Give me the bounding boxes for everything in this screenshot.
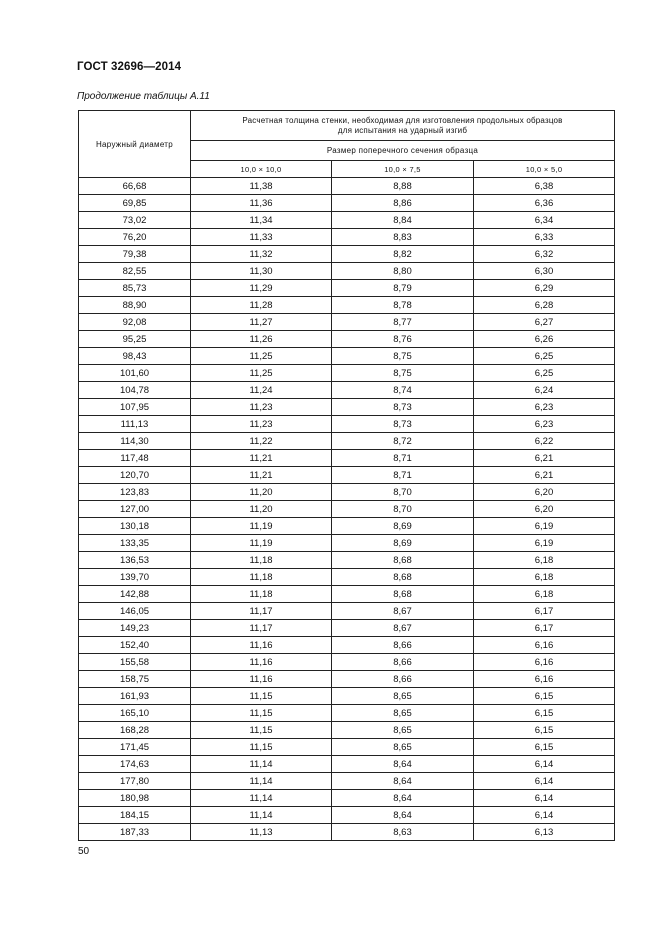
table-row (79, 705, 615, 722)
table-row (79, 603, 615, 620)
table-caption: Продолжение таблицы А.11 (77, 91, 210, 102)
thickness-10x7-5-cell: 8,69 (332, 518, 474, 535)
table-row (79, 790, 615, 807)
table-row (79, 450, 615, 467)
thickness-10x5-cell: 6,15 (474, 705, 615, 722)
thickness-10x10-cell: 11,16 (191, 654, 332, 671)
thickness-10x7-5-cell: 8,72 (332, 433, 474, 450)
thickness-10x10-cell: 11,20 (191, 484, 332, 501)
thickness-10x10-cell: 11,21 (191, 450, 332, 467)
outer-diameter-cell: 180,98 (79, 790, 191, 807)
thickness-10x5-cell: 6,21 (474, 467, 615, 484)
outer-diameter-cell: 76,20 (79, 229, 191, 246)
outer-diameter-cell: 111,13 (79, 416, 191, 433)
table-row (79, 671, 615, 688)
outer-diameter-cell: 73,02 (79, 212, 191, 229)
thickness-10x7-5-cell: 8,73 (332, 416, 474, 433)
thickness-10x5-cell: 6,16 (474, 671, 615, 688)
outer-diameter-cell: 107,95 (79, 399, 191, 416)
header-specimen-cross-section: Размер поперечного сечения образца (191, 141, 615, 161)
thickness-10x5-cell: 6,15 (474, 722, 615, 739)
thickness-10x7-5-cell: 8,64 (332, 773, 474, 790)
thickness-10x5-cell: 6,25 (474, 365, 615, 382)
thickness-10x7-5-cell: 8,69 (332, 535, 474, 552)
table-row (79, 688, 615, 705)
thickness-10x5-cell: 6,19 (474, 518, 615, 535)
thickness-10x10-cell: 11,25 (191, 348, 332, 365)
outer-diameter-cell: 146,05 (79, 603, 191, 620)
table-row (79, 467, 615, 484)
thickness-10x7-5-cell: 8,64 (332, 790, 474, 807)
thickness-10x10-cell: 11,38 (191, 178, 332, 195)
thickness-10x7-5-cell: 8,63 (332, 824, 474, 841)
wall-thickness-table (78, 110, 615, 841)
thickness-10x10-cell: 11,20 (191, 501, 332, 518)
thickness-10x5-cell: 6,23 (474, 416, 615, 433)
thickness-10x7-5-cell: 8,73 (332, 399, 474, 416)
thickness-10x10-cell: 11,33 (191, 229, 332, 246)
header-size-10x10: 10,0 × 10,0 (191, 161, 332, 178)
outer-diameter-cell: 155,58 (79, 654, 191, 671)
thickness-10x10-cell: 11,14 (191, 756, 332, 773)
thickness-10x10-cell: 11,17 (191, 620, 332, 637)
thickness-10x5-cell: 6,33 (474, 229, 615, 246)
outer-diameter-cell: 69,85 (79, 195, 191, 212)
outer-diameter-cell: 149,23 (79, 620, 191, 637)
thickness-10x7-5-cell: 8,71 (332, 450, 474, 467)
thickness-10x7-5-cell: 8,77 (332, 314, 474, 331)
thickness-10x7-5-cell: 8,67 (332, 620, 474, 637)
outer-diameter-cell: 98,43 (79, 348, 191, 365)
document-standard-header: ГОСТ 32696—2014 (77, 61, 182, 73)
thickness-10x7-5-cell: 8,67 (332, 603, 474, 620)
table-row (79, 263, 615, 280)
thickness-10x5-cell: 6,14 (474, 790, 615, 807)
thickness-10x10-cell: 11,26 (191, 331, 332, 348)
thickness-10x5-cell: 6,36 (474, 195, 615, 212)
thickness-10x5-cell: 6,29 (474, 280, 615, 297)
thickness-10x5-cell: 6,20 (474, 484, 615, 501)
thickness-10x5-cell: 6,18 (474, 569, 615, 586)
outer-diameter-cell: 139,70 (79, 569, 191, 586)
thickness-10x7-5-cell: 8,84 (332, 212, 474, 229)
table-row (79, 280, 615, 297)
thickness-10x5-cell: 6,30 (474, 263, 615, 280)
thickness-10x10-cell: 11,15 (191, 705, 332, 722)
outer-diameter-cell: 184,15 (79, 807, 191, 824)
outer-diameter-cell: 177,80 (79, 773, 191, 790)
thickness-10x10-cell: 11,28 (191, 297, 332, 314)
thickness-10x10-cell: 11,23 (191, 416, 332, 433)
outer-diameter-cell: 88,90 (79, 297, 191, 314)
thickness-10x7-5-cell: 8,66 (332, 671, 474, 688)
table-row (79, 756, 615, 773)
thickness-10x7-5-cell: 8,68 (332, 586, 474, 603)
thickness-10x10-cell: 11,13 (191, 824, 332, 841)
thickness-10x10-cell: 11,29 (191, 280, 332, 297)
table-row (79, 178, 615, 195)
thickness-10x5-cell: 6,21 (474, 450, 615, 467)
thickness-10x5-cell: 6,16 (474, 637, 615, 654)
outer-diameter-cell: 85,73 (79, 280, 191, 297)
table-row (79, 807, 615, 824)
table-row (79, 654, 615, 671)
thickness-10x7-5-cell: 8,78 (332, 297, 474, 314)
thickness-10x7-5-cell: 8,88 (332, 178, 474, 195)
outer-diameter-cell: 104,78 (79, 382, 191, 399)
outer-diameter-cell: 120,70 (79, 467, 191, 484)
thickness-10x10-cell: 11,25 (191, 365, 332, 382)
thickness-10x7-5-cell: 8,65 (332, 705, 474, 722)
thickness-10x7-5-cell: 8,75 (332, 365, 474, 382)
thickness-10x10-cell: 11,24 (191, 382, 332, 399)
thickness-10x10-cell: 11,16 (191, 671, 332, 688)
table-row (79, 297, 615, 314)
thickness-10x10-cell: 11,23 (191, 399, 332, 416)
thickness-10x7-5-cell: 8,86 (332, 195, 474, 212)
thickness-10x7-5-cell: 8,76 (332, 331, 474, 348)
thickness-10x5-cell: 6,26 (474, 331, 615, 348)
thickness-10x7-5-cell: 8,68 (332, 552, 474, 569)
table-row (79, 535, 615, 552)
outer-diameter-cell: 117,48 (79, 450, 191, 467)
table-row (79, 195, 615, 212)
table-row (79, 552, 615, 569)
thickness-10x5-cell: 6,14 (474, 807, 615, 824)
table-head (79, 111, 615, 178)
thickness-10x10-cell: 11,18 (191, 586, 332, 603)
thickness-10x10-cell: 11,19 (191, 518, 332, 535)
thickness-10x10-cell: 11,34 (191, 212, 332, 229)
thickness-10x5-cell: 6,15 (474, 688, 615, 705)
table-row (79, 569, 615, 586)
table-row (79, 212, 615, 229)
thickness-10x5-cell: 6,18 (474, 552, 615, 569)
outer-diameter-cell: 92,08 (79, 314, 191, 331)
thickness-10x5-cell: 6,17 (474, 603, 615, 620)
thickness-10x7-5-cell: 8,83 (332, 229, 474, 246)
thickness-10x5-cell: 6,14 (474, 773, 615, 790)
thickness-10x10-cell: 11,22 (191, 433, 332, 450)
thickness-10x5-cell: 6,38 (474, 178, 615, 195)
outer-diameter-cell: 95,25 (79, 331, 191, 348)
thickness-10x5-cell: 6,13 (474, 824, 615, 841)
thickness-10x7-5-cell: 8,75 (332, 348, 474, 365)
thickness-10x5-cell: 6,19 (474, 535, 615, 552)
outer-diameter-cell: 171,45 (79, 739, 191, 756)
outer-diameter-cell: 161,93 (79, 688, 191, 705)
outer-diameter-cell: 66,68 (79, 178, 191, 195)
outer-diameter-cell: 174,63 (79, 756, 191, 773)
table-row (79, 348, 615, 365)
thickness-10x10-cell: 11,14 (191, 773, 332, 790)
thickness-10x10-cell: 11,14 (191, 790, 332, 807)
thickness-10x5-cell: 6,27 (474, 314, 615, 331)
header-outer-diameter: Наружный диаметр (79, 111, 191, 178)
table-row (79, 484, 615, 501)
thickness-10x5-cell: 6,22 (474, 433, 615, 450)
thickness-10x10-cell: 11,15 (191, 739, 332, 756)
table-row (79, 739, 615, 756)
table-row (79, 331, 615, 348)
table-row (79, 416, 615, 433)
outer-diameter-cell: 130,18 (79, 518, 191, 535)
thickness-10x5-cell: 6,15 (474, 739, 615, 756)
table-row (79, 246, 615, 263)
thickness-10x7-5-cell: 8,80 (332, 263, 474, 280)
thickness-10x7-5-cell: 8,74 (332, 382, 474, 399)
thickness-10x10-cell: 11,30 (191, 263, 332, 280)
thickness-10x10-cell: 11,36 (191, 195, 332, 212)
header-size-10x5: 10,0 × 5,0 (474, 161, 615, 178)
outer-diameter-cell: 142,88 (79, 586, 191, 603)
thickness-10x5-cell: 6,25 (474, 348, 615, 365)
thickness-10x7-5-cell: 8,65 (332, 722, 474, 739)
thickness-10x7-5-cell: 8,68 (332, 569, 474, 586)
table-row (79, 586, 615, 603)
table-row (79, 620, 615, 637)
thickness-10x5-cell: 6,18 (474, 586, 615, 603)
outer-diameter-cell: 158,75 (79, 671, 191, 688)
table-row (79, 824, 615, 841)
outer-diameter-cell: 79,38 (79, 246, 191, 263)
thickness-10x5-cell: 6,28 (474, 297, 615, 314)
thickness-10x10-cell: 11,18 (191, 569, 332, 586)
thickness-10x5-cell: 6,20 (474, 501, 615, 518)
outer-diameter-cell: 152,40 (79, 637, 191, 654)
thickness-10x5-cell: 6,23 (474, 399, 615, 416)
thickness-10x5-cell: 6,34 (474, 212, 615, 229)
outer-diameter-cell: 133,35 (79, 535, 191, 552)
outer-diameter-cell: 165,10 (79, 705, 191, 722)
header-design-wall-thickness (191, 111, 615, 141)
thickness-10x10-cell: 11,15 (191, 722, 332, 739)
thickness-10x10-cell: 11,15 (191, 688, 332, 705)
table-row (79, 399, 615, 416)
table-row (79, 314, 615, 331)
thickness-10x7-5-cell: 8,71 (332, 467, 474, 484)
table-row (79, 501, 615, 518)
thickness-10x7-5-cell: 8,70 (332, 484, 474, 501)
thickness-10x7-5-cell: 8,64 (332, 756, 474, 773)
table-body (79, 178, 615, 841)
thickness-10x5-cell: 6,32 (474, 246, 615, 263)
header-thickness-line-1: Расчетная толщина стенки, необходимая для изготовления продольных образцов (242, 115, 563, 125)
thickness-10x10-cell: 11,18 (191, 552, 332, 569)
outer-diameter-cell: 168,28 (79, 722, 191, 739)
outer-diameter-cell: 187,33 (79, 824, 191, 841)
thickness-10x7-5-cell: 8,66 (332, 654, 474, 671)
thickness-10x7-5-cell: 8,64 (332, 807, 474, 824)
table-row (79, 365, 615, 382)
thickness-10x10-cell: 11,19 (191, 535, 332, 552)
header-row-1 (79, 111, 615, 141)
thickness-10x10-cell: 11,27 (191, 314, 332, 331)
header-size-10x7-5: 10,0 × 7,5 (332, 161, 474, 178)
table-row (79, 229, 615, 246)
outer-diameter-cell: 82,55 (79, 263, 191, 280)
outer-diameter-cell: 123,83 (79, 484, 191, 501)
thickness-10x10-cell: 11,16 (191, 637, 332, 654)
thickness-10x5-cell: 6,24 (474, 382, 615, 399)
table-row (79, 722, 615, 739)
thickness-10x10-cell: 11,14 (191, 807, 332, 824)
table-row (79, 382, 615, 399)
table-row (79, 518, 615, 535)
thickness-10x5-cell: 6,14 (474, 756, 615, 773)
table-row (79, 433, 615, 450)
thickness-10x7-5-cell: 8,65 (332, 688, 474, 705)
thickness-10x10-cell: 11,21 (191, 467, 332, 484)
outer-diameter-cell: 114,30 (79, 433, 191, 450)
page-number: 50 (78, 846, 90, 857)
outer-diameter-cell: 101,60 (79, 365, 191, 382)
outer-diameter-cell: 136,53 (79, 552, 191, 569)
thickness-10x7-5-cell: 8,82 (332, 246, 474, 263)
header-thickness-line-2: для испытания на ударный изгиб (337, 125, 468, 135)
table-row (79, 637, 615, 654)
thickness-10x7-5-cell: 8,65 (332, 739, 474, 756)
thickness-10x10-cell: 11,17 (191, 603, 332, 620)
table-row (79, 773, 615, 790)
thickness-10x5-cell: 6,17 (474, 620, 615, 637)
thickness-10x10-cell: 11,32 (191, 246, 332, 263)
thickness-10x7-5-cell: 8,66 (332, 637, 474, 654)
thickness-10x5-cell: 6,16 (474, 654, 615, 671)
thickness-10x7-5-cell: 8,79 (332, 280, 474, 297)
thickness-10x7-5-cell: 8,70 (332, 501, 474, 518)
outer-diameter-cell: 127,00 (79, 501, 191, 518)
